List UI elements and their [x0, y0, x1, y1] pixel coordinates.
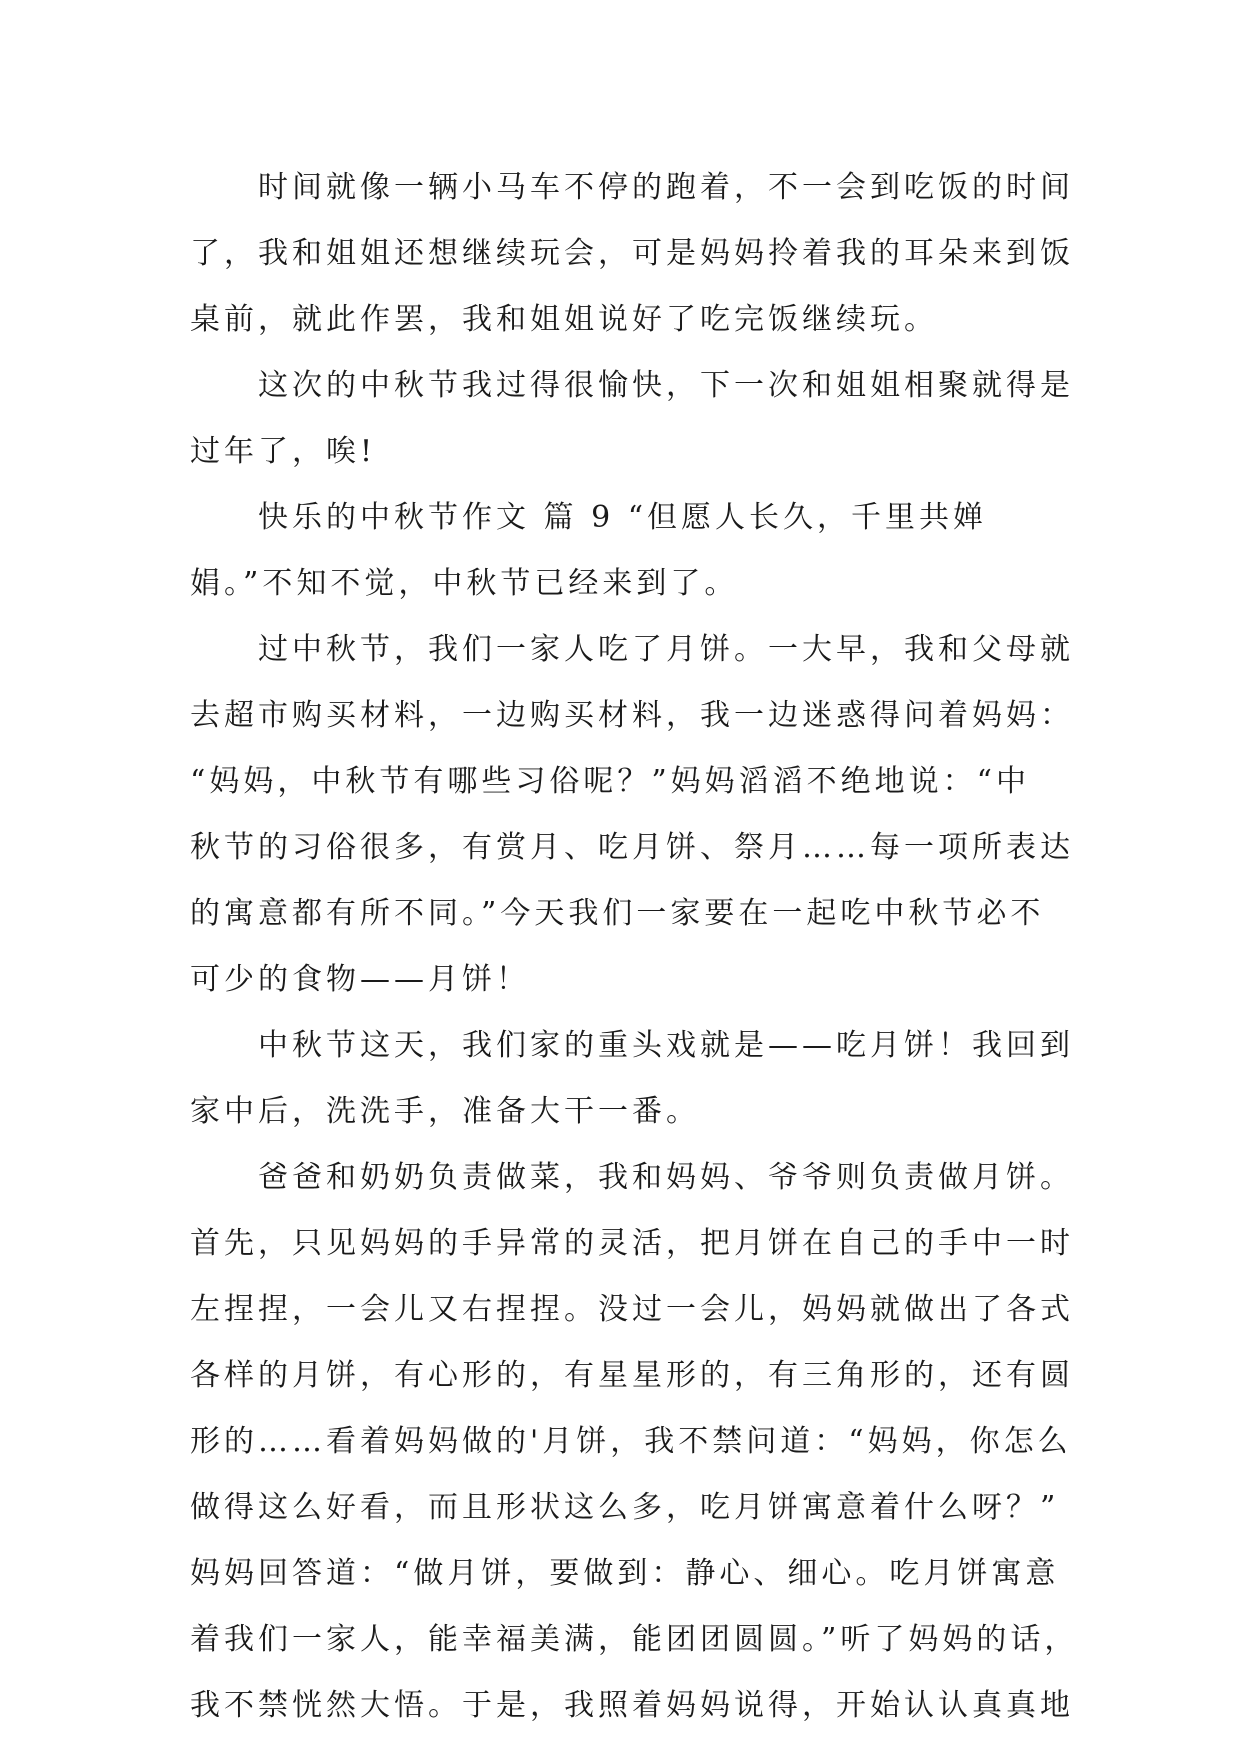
text-line: 的寓意都有所不同。”今天我们一家要在一起吃中秋节必不 [190, 896, 1045, 931]
text-line: 过中秋节，我们一家人吃了月饼。一大早，我和父母就 [258, 632, 1074, 667]
text-line: 这次的中秋节我过得很愉快，下一次和姐姐相聚就得是 [258, 368, 1074, 403]
text-line: 家中后，洗洗手，准备大干一番。 [190, 1094, 700, 1129]
text-line: “妈妈，中秋节有哪些习俗呢？”妈妈滔滔不绝地说：“中 [190, 764, 1031, 799]
text-line: 首先，只见妈妈的手异常的灵活，把月饼在自己的手中一时 [190, 1226, 1074, 1261]
text-line: 可少的食物——月饼！ [190, 962, 530, 997]
text-line: 中秋节这天，我们家的重头戏就是——吃月饼！我回到 [258, 1028, 1074, 1063]
text-line: 着我们一家人，能幸福美满，能团团圆圆。”听了妈妈的话， [190, 1622, 1079, 1657]
text-line: 娟。”不知不觉，中秋节已经来到了。 [190, 566, 739, 601]
text-line: 左捏捏，一会儿又右捏捏。没过一会儿，妈妈就做出了各式 [190, 1292, 1074, 1327]
text-line: 过年了，唉! [190, 434, 377, 469]
text-line: 做得这么好看，而且形状这么多，吃月饼寓意着什么呀？” [190, 1490, 1060, 1525]
text-line: 了，我和姐姐还想继续玩会，可是妈妈拎着我的耳朵来到饭 [190, 236, 1074, 271]
essay-body [190, 155, 1079, 1739]
section-heading-line: 快乐的中秋节作文 篇 9 “但愿人长久，千里共婵 [258, 500, 988, 535]
text-line: 形的……看着妈妈做的'月饼，我不禁问道：“妈妈，你怎么 [190, 1424, 1072, 1459]
text-line: 我不禁恍然大悟。于是，我照着妈妈说得，开始认认真真地 [190, 1688, 1074, 1723]
text-line: 桌前，就此作罢，我和姐姐说好了吃完饭继续玩。 [190, 302, 938, 337]
text-line: 爸爸和奶奶负责做菜，我和妈妈、爷爷则负责做月饼。 [258, 1160, 1074, 1195]
text-line: 去超市购买材料，一边购买材料，我一边迷惑得问着妈妈： [190, 698, 1074, 733]
text-line: 各样的月饼，有心形的，有星星形的，有三角形的，还有圆 [190, 1358, 1074, 1393]
text-line: 时间就像一辆小马车不停的跑着，不一会到吃饭的时间 [258, 170, 1074, 205]
text-line: 秋节的习俗很多，有赏月、吃月饼、祭月……每一项所表达 [190, 830, 1074, 865]
text-line: 妈妈回答道：“做月饼，要做到：静心、细心。吃月饼寓意 [190, 1556, 1060, 1591]
